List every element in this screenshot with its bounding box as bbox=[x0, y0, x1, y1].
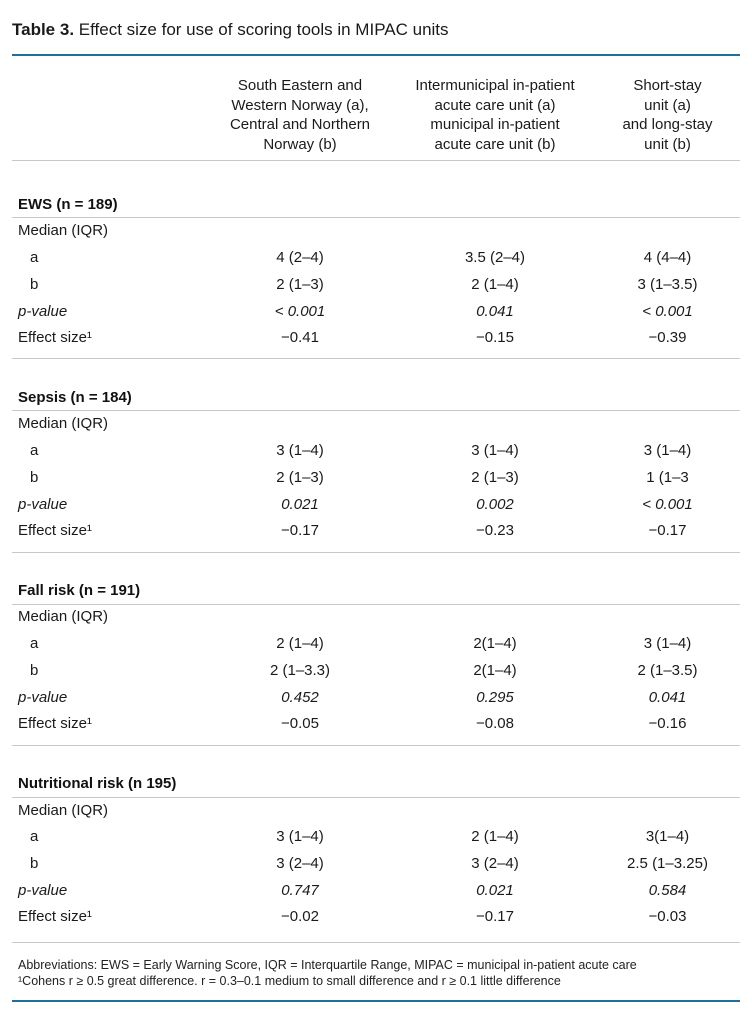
cell: 3.5 (2–4) bbox=[464, 249, 526, 266]
top-rule bbox=[12, 54, 740, 56]
cell: −0.05 bbox=[281, 715, 319, 732]
table-caption bbox=[12, 20, 449, 40]
section-divider bbox=[12, 797, 740, 798]
section-title-fall-risk: Fall risk (n = 191) bbox=[18, 582, 141, 599]
table-row-p-value bbox=[0, 303, 752, 329]
cell: −0.23 bbox=[476, 522, 514, 539]
cell: 3 (1–3.5) bbox=[637, 276, 698, 293]
cell: 1 (1–3 bbox=[646, 469, 689, 486]
table-row-a bbox=[0, 249, 752, 275]
section-divider bbox=[12, 410, 740, 411]
table-row-a bbox=[0, 635, 752, 661]
cell: 2 (1–4) bbox=[471, 828, 519, 845]
cell: 2(1–4) bbox=[473, 635, 517, 652]
row-label: a bbox=[30, 249, 39, 266]
table-end-divider bbox=[12, 942, 740, 943]
table-row-median bbox=[0, 415, 752, 441]
header-line: Central and Northern bbox=[229, 116, 371, 133]
row-label: a bbox=[30, 635, 39, 652]
row-label: Median (IQR) bbox=[18, 608, 109, 625]
cell: −0.41 bbox=[281, 329, 319, 346]
header-line: acute care unit (b) bbox=[434, 135, 556, 153]
bottom-rule bbox=[12, 1000, 740, 1002]
table-row-effect-size bbox=[0, 329, 752, 355]
row-label: p-value bbox=[18, 882, 68, 899]
table-row-effect-size bbox=[0, 715, 752, 741]
section-title-sepsis: Sepsis (n = 184) bbox=[18, 389, 132, 406]
header-divider bbox=[12, 160, 740, 161]
table-row-p-value bbox=[0, 882, 752, 908]
header-line: unit (a) bbox=[644, 96, 691, 114]
table-row-median bbox=[0, 222, 752, 248]
cell: −0.17 bbox=[281, 522, 319, 539]
cell: 0.021 bbox=[281, 496, 319, 513]
row-label: p-value bbox=[18, 689, 68, 706]
cell: < 0.001 bbox=[642, 303, 693, 320]
cell: 4 (2–4) bbox=[276, 249, 324, 266]
cell: −0.17 bbox=[648, 522, 687, 539]
cell: 2.5 (1–3.25) bbox=[627, 855, 708, 872]
header-line: Short-stay bbox=[633, 77, 702, 94]
section-end-divider bbox=[12, 552, 740, 553]
cell: 2 (1–3.3) bbox=[269, 662, 331, 679]
table-row-effect-size bbox=[0, 522, 752, 548]
cell: −0.02 bbox=[281, 908, 319, 925]
row-label: Effect size¹ bbox=[18, 715, 92, 732]
footnote-cohens: ¹Cohens r ≥ 0.5 great difference. r = 0.3–0.1 medium to small difference and r ≥ 0.1 little difference bbox=[18, 974, 561, 988]
cell: 3(1–4) bbox=[645, 828, 690, 845]
header-line: and long-stay bbox=[622, 116, 713, 133]
table-row-b bbox=[0, 855, 752, 881]
cell: −0.39 bbox=[648, 329, 687, 346]
cell: 3 (1–4) bbox=[643, 442, 692, 459]
cell: −0.17 bbox=[476, 908, 514, 925]
table-row-b bbox=[0, 276, 752, 302]
cell: 4 (4–4) bbox=[643, 249, 692, 266]
row-label: Effect size¹ bbox=[18, 329, 92, 346]
footnote-abbreviations: Abbreviations: EWS = Early Warning Score, IQR = Interquartile Range, MIPAC = municipal in-patient acute care bbox=[18, 958, 637, 972]
section-end-divider bbox=[12, 358, 740, 359]
cell: −0.15 bbox=[476, 329, 514, 346]
cell: 0.747 bbox=[281, 882, 319, 899]
cell: 0.041 bbox=[476, 303, 514, 320]
table-row-p-value bbox=[0, 496, 752, 522]
header-line: South Eastern and bbox=[237, 77, 363, 94]
table-row-median bbox=[0, 802, 752, 828]
cell: 0.041 bbox=[648, 689, 687, 706]
cell: 2 (1–3) bbox=[471, 469, 519, 486]
row-label: Effect size¹ bbox=[18, 908, 92, 925]
header-line: Norway (b) bbox=[263, 135, 337, 153]
row-label: Effect size¹ bbox=[18, 522, 92, 539]
section-divider bbox=[12, 604, 740, 605]
cell: 0.002 bbox=[476, 496, 514, 513]
table-row-p-value bbox=[0, 689, 752, 715]
table-row-a bbox=[0, 442, 752, 468]
row-label: b bbox=[30, 469, 39, 486]
row-label: Median (IQR) bbox=[18, 802, 109, 819]
cell: < 0.001 bbox=[642, 496, 693, 513]
table-row-a bbox=[0, 828, 752, 854]
table-label: Table 3. bbox=[12, 20, 75, 39]
cell: 3 (1–4) bbox=[276, 442, 324, 459]
cell: < 0.001 bbox=[274, 303, 326, 320]
cell: 2 (1–4) bbox=[276, 635, 324, 652]
cell: 0.584 bbox=[648, 882, 687, 899]
section-title-nutritional-risk: Nutritional risk (n 195) bbox=[18, 775, 177, 792]
header-line: Intermunicipal in-patient bbox=[415, 77, 575, 94]
cell: 3 (2–4) bbox=[471, 855, 519, 872]
cell: 2(1–4) bbox=[473, 662, 517, 679]
cell: 3 (1–4) bbox=[643, 635, 692, 652]
header-line: Western Norway (a), bbox=[231, 96, 369, 114]
header-line: unit (b) bbox=[644, 135, 691, 153]
section-title-ews: EWS (n = 189) bbox=[18, 196, 118, 213]
table-title: Effect size for use of scoring tools in MIPAC units bbox=[74, 20, 449, 39]
cell: 2 (1–3.5) bbox=[637, 662, 698, 679]
table-row-b bbox=[0, 469, 752, 495]
section-end-divider bbox=[12, 745, 740, 746]
row-label: Median (IQR) bbox=[18, 415, 109, 432]
row-label: Median (IQR) bbox=[18, 222, 109, 239]
cell: −0.16 bbox=[648, 715, 687, 732]
table-row-effect-size bbox=[0, 908, 752, 934]
cell: −0.08 bbox=[476, 715, 514, 732]
cell: 3 (2–4) bbox=[276, 855, 324, 872]
cell: 0.452 bbox=[281, 689, 319, 706]
table-row-median bbox=[0, 608, 752, 634]
row-label: p-value bbox=[18, 303, 68, 320]
cell: 0.021 bbox=[476, 882, 514, 899]
column-header-region-a-b bbox=[215, 76, 385, 154]
section-divider bbox=[12, 217, 740, 218]
row-label: b bbox=[30, 662, 39, 679]
cell: 3 (1–4) bbox=[471, 442, 519, 459]
row-label: a bbox=[30, 828, 39, 845]
header-line: acute care unit (a) bbox=[434, 96, 556, 114]
cell: 2 (1–4) bbox=[471, 276, 519, 293]
column-header-stay-type bbox=[600, 76, 735, 154]
cell: 0.295 bbox=[476, 689, 514, 706]
cell: 3 (1–4) bbox=[276, 828, 324, 845]
row-label: b bbox=[30, 855, 39, 872]
row-label: b bbox=[30, 276, 39, 293]
row-label: p-value bbox=[18, 496, 68, 513]
header-line: municipal in-patient bbox=[430, 116, 560, 133]
cell: −0.03 bbox=[648, 908, 687, 925]
cell: 2 (1–3) bbox=[276, 469, 324, 486]
column-header-unit-type bbox=[400, 76, 590, 154]
table-row-b bbox=[0, 662, 752, 688]
row-label: a bbox=[30, 442, 39, 459]
cell: 2 (1–3) bbox=[276, 276, 324, 293]
